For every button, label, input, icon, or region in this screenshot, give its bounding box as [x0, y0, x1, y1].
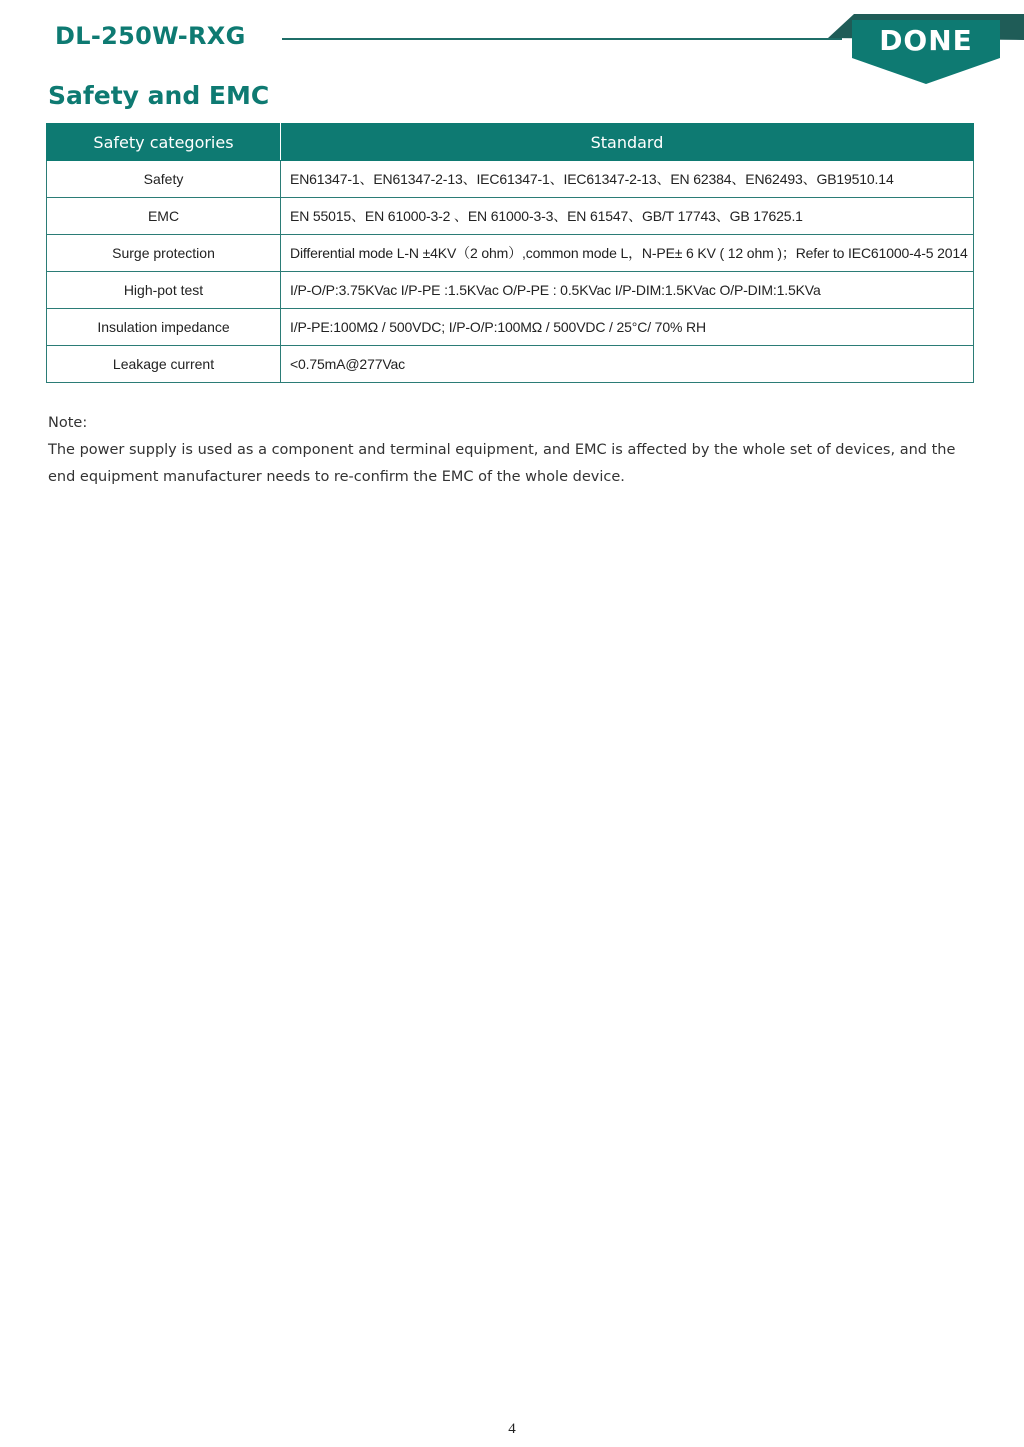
- table-header-row: [47, 124, 974, 161]
- done-logo: [828, 12, 1024, 86]
- note-label: Note:: [48, 415, 88, 431]
- table-row: [47, 272, 974, 309]
- category-cell: Leakage current: [47, 346, 281, 383]
- table-row: [47, 198, 974, 235]
- note-block: [48, 410, 978, 491]
- standard-cell: EN61347-1、EN61347-2-13、IEC61347-1、IEC61347-2-13、EN 62384、EN62493、GB19510.14: [281, 161, 974, 198]
- header-divider: [282, 38, 842, 40]
- logo-text: DONE: [879, 24, 973, 57]
- category-cell: Safety: [47, 161, 281, 198]
- table-row: [47, 235, 974, 272]
- category-cell: Surge protection: [47, 235, 281, 272]
- standard-cell: I/P-PE:100MΩ / 500VDC; I/P-O/P:100MΩ / 500VDC / 25°C/ 70% RH: [281, 309, 974, 346]
- standard-cell: I/P-O/P:3.75KVac I/P-PE :1.5KVac O/P-PE : 0.5KVac I/P-DIM:1.5KVac O/P-DIM:1.5KVa: [281, 272, 974, 309]
- safety-emc-table: [46, 123, 974, 383]
- column-header-safety-categories: Safety categories: [47, 124, 281, 161]
- column-header-standard: Standard: [281, 124, 974, 161]
- category-cell: Insulation impedance: [47, 309, 281, 346]
- section-title: Safety and EMC: [48, 81, 270, 110]
- document-model-title: DL-250W-RXG: [55, 22, 246, 50]
- standard-cell: <0.75mA@277Vac: [281, 346, 974, 383]
- table-row: [47, 161, 974, 198]
- note-text: The power supply is used as a component and terminal equipment, and EMC is affected by the whole set of devices, and the end equipment manufacturer needs to re-confirm the EMC of the whole device.: [48, 442, 956, 485]
- standard-cell: Differential mode L-N ±4KV（2 ohm）,common mode L，N-PE± 6 KV ( 12 ohm )；Refer to IEC61000-4-5 2014: [281, 235, 974, 272]
- category-cell: High-pot test: [47, 272, 281, 309]
- table-row: [47, 309, 974, 346]
- standard-cell: EN 55015、EN 61000-3-2 、EN 61000-3-3、EN 61547、GB/T 17743、GB 17625.1: [281, 198, 974, 235]
- page-number: 4: [508, 1421, 516, 1437]
- category-cell: EMC: [47, 198, 281, 235]
- table-row: [47, 346, 974, 383]
